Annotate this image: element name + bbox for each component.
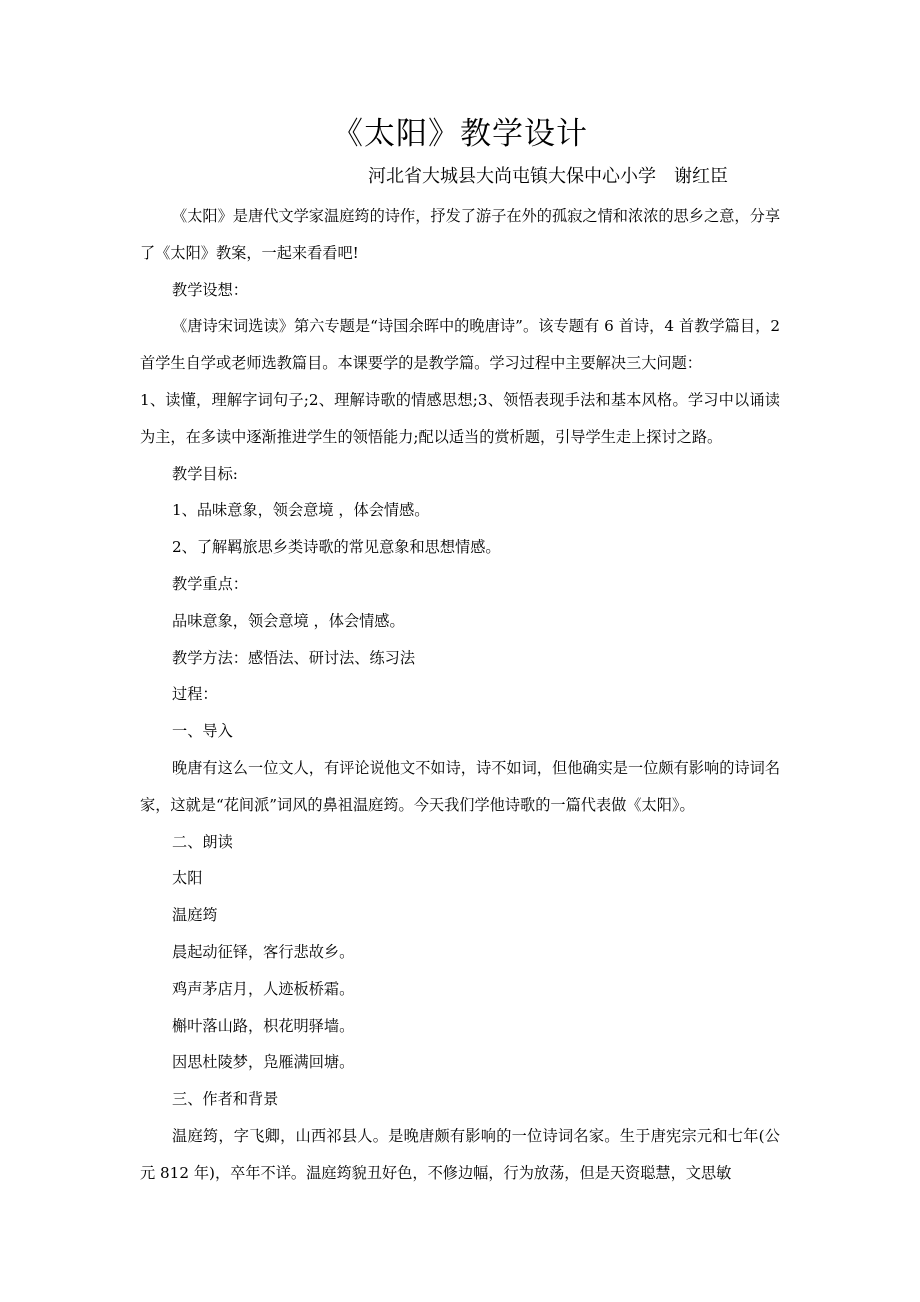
step-heading-intro: 一、导入: [172, 722, 233, 741]
poem-line: 晨起动征铎，客行悲故乡。: [172, 942, 355, 961]
focus-text: 品味意象，领会意境 ，体会情感。: [172, 611, 405, 630]
poem-author: 温庭筠: [172, 906, 218, 925]
step-heading-background: 三、作者和背景: [172, 1090, 279, 1109]
poem-line: 槲叶落山路，枳花明驿墙。: [172, 1016, 355, 1035]
design-paragraph-cont: 1、读懂，理解字词句子;2、理解诗歌的情感思想;3、领悟表现手法和基本风格。学习中以诵读为主，在多读中逐渐推进学生的领悟能力;配以适当的赏析题，引导学生走上探讨之路。: [140, 390, 780, 446]
section-heading-goals: 教学目标:: [172, 464, 238, 483]
intro-step-paragraph: 晚唐有这么一位文人，有评论说他文不如诗，诗不如词，但他确实是一位颇有影响的诗词名家，这就是“花间派”词风的鼻祖温庭筠。今天我们学他诗歌的一篇代表做《太阳》。: [140, 758, 780, 814]
poem-line: 因思杜陵梦，凫雁满回塘。: [172, 1053, 355, 1072]
poem-title: 太阳: [172, 869, 203, 888]
goal-item-1: 1、品味意象，领会意境 ，体会情感。: [172, 501, 430, 520]
goal-item-2: 2、了解羁旅思乡类诗歌的常见意象和思想情感。: [172, 538, 501, 557]
document-body: [140, 198, 780, 1192]
methods-text: 教学方法：感悟法、研讨法、练习法: [172, 648, 415, 667]
background-paragraph: 温庭筠，字飞卿，山西祁县人。是晚唐颇有影响的一位诗词名家。生于唐宪宗元和七年(公元 812 年)，卒年不详。温庭筠貌丑好色，不修边幅，行为放荡，但是天资聪慧，文思敏: [140, 1126, 780, 1182]
intro-paragraph: 《太阳》是唐代文学家温庭筠的诗作，抒发了游子在外的孤寂之情和浓浓的思乡之意，分享了《太阳》教案，一起来看看吧!: [140, 207, 780, 262]
author-line: 河北省大城县大尚屯镇大保中心小学 谢红臣: [368, 166, 728, 187]
section-heading-focus: 教学重点：: [172, 574, 248, 593]
step-heading-reading: 二、朗读: [172, 832, 233, 851]
section-heading-design: 教学设想：: [172, 280, 248, 299]
document-title: 《太阳》教学设计: [332, 116, 588, 152]
section-heading-process: 过程：: [172, 685, 218, 704]
design-paragraph: 《唐诗宋词选读》第六专题是“诗国余晖中的晚唐诗”。该专题有 6 首诗，4 首教学篇目，2 首学生自学或老师选教篇目。本课要学的是教学篇。学习过程中主要解决三大问题：: [140, 317, 780, 373]
poem-line: 鸡声茅店月，人迹板桥霜。: [172, 979, 355, 998]
